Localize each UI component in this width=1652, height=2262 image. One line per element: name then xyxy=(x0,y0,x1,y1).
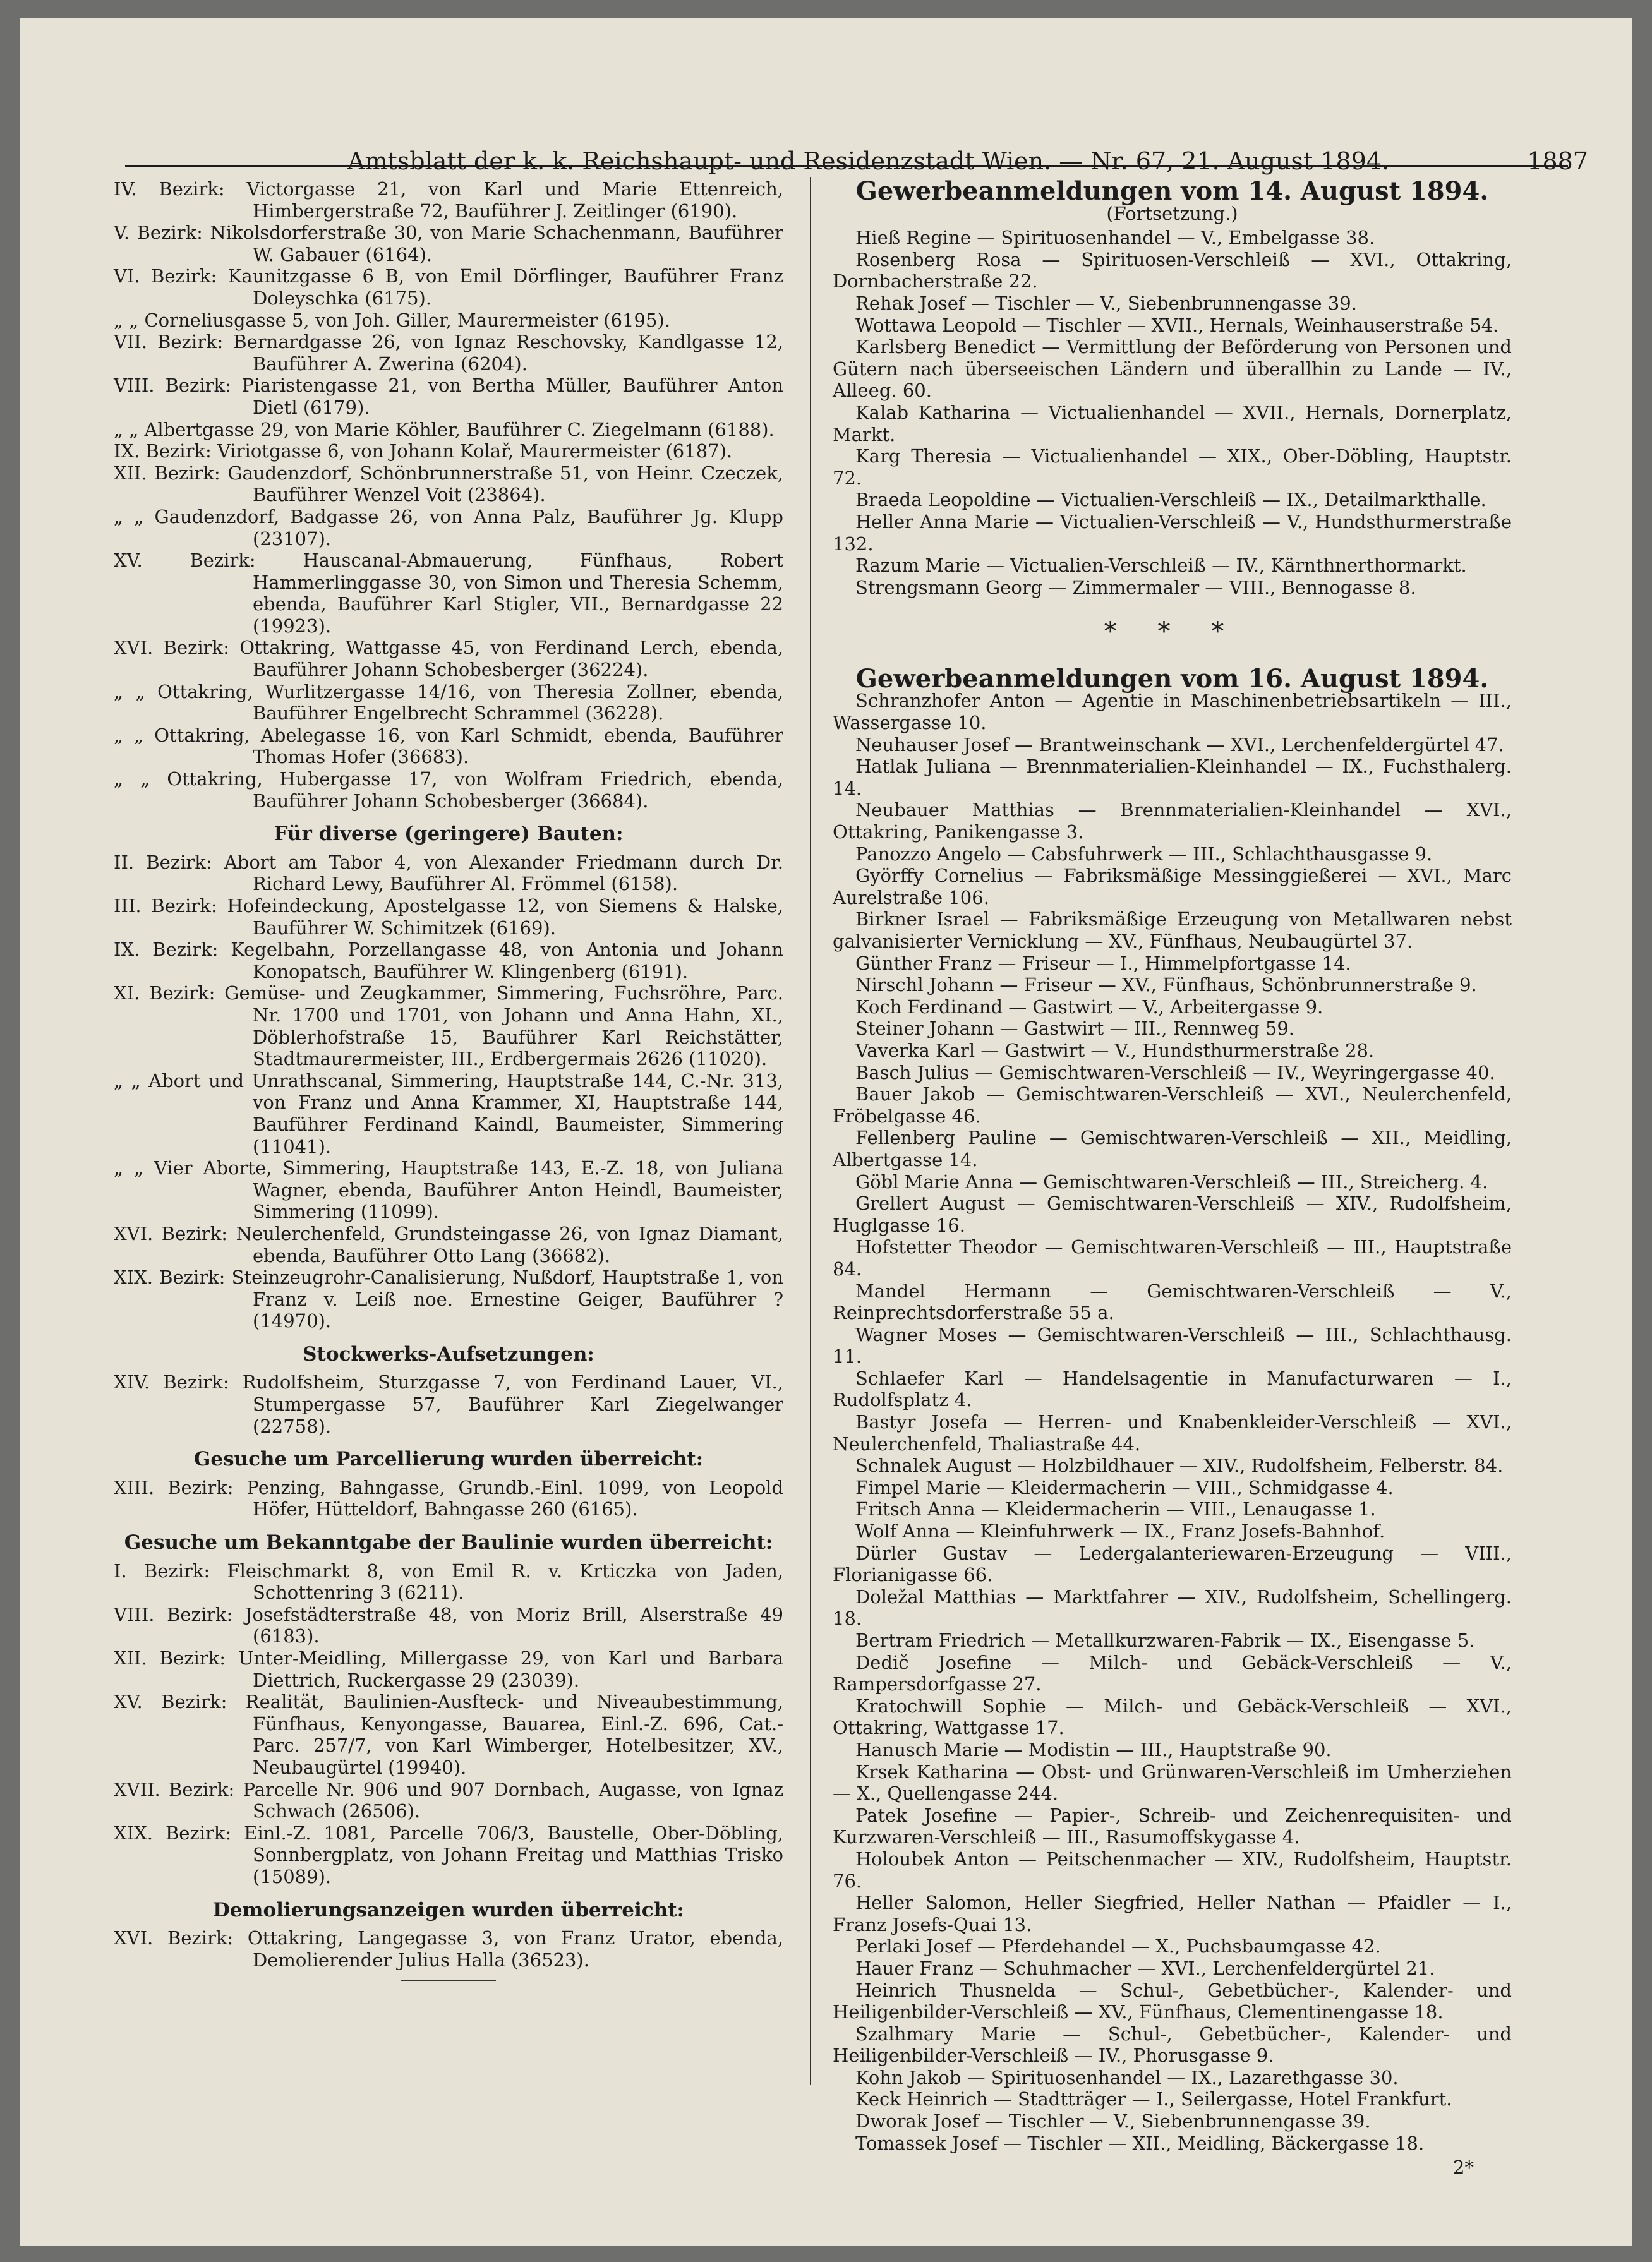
list-item: Neubauer Matthias — Brennmaterialien-Kleinhandel — XVI., Ottakring, Panikengasse 3. xyxy=(833,799,1512,843)
section-heading-parcell: Gesuche um Parcellierung wurden überreicht: xyxy=(193,1448,704,1471)
list-item: Bastyr Josefa — Herren- und Knabenkleider-Verschleiß — XVI., Neulerchenfeld, Thaliastraße 44. xyxy=(833,1411,1512,1455)
list-item: XV. Bezirk: Realität, Baulinien-Ausfteck- und Niveaubestimmung, Fünfhaus, Kenyongasse, Bauarea, Einl.-Z. 696, Cat.-Parc. 257/7, von Karl Wimberger, Hotelbesitzer, XV., Neubaugürtel (19940). xyxy=(114,1691,783,1778)
diverse-list xyxy=(114,851,783,1332)
list-item: Dedič Josefine — Milch- und Gebäck-Verschleiß — V., Rampersdorfgasse 27. xyxy=(833,1651,1512,1695)
list-item: Heller Anna Marie — Victualien-Verschleiß — V., Hundsthurmerstraße 132. xyxy=(833,510,1512,555)
list-item: Bertram Friedrich — Metallkurzwaren-Fabrik — IX., Eisengasse 5. xyxy=(855,1630,1475,1651)
header-title: Amtsblatt der k. k. Reichshaupt- und Residenzstadt Wien. — Nr. 67, 21. August 1894. xyxy=(347,147,1390,175)
continuation-note: (Fortsetzung.) xyxy=(1106,202,1238,224)
list-item: IX. Bezirk: Viriotgasse 6, von Johann Kolař, Maurermeister (6187). xyxy=(114,440,733,462)
baulinie-list xyxy=(114,1560,783,1888)
list-item: Basch Julius — Gemischtwaren-Verschleiß — IV., Weyringergasse 40. xyxy=(855,1061,1495,1083)
list-item: Perlaki Josef — Pferdehandel — X., Puchsbaumgasse 42. xyxy=(855,1935,1381,1958)
list-item: „ „ Ottakring, Hubergasse 17, von Wolfram Friedrich, ebenda, Bauführer Johann Schobesberger (36684). xyxy=(114,768,783,812)
list-item: „ „ Ottakring, Abelegasse 16, von Karl Schmidt, ebenda, Bauführer Thomas Hofer (36683). xyxy=(114,724,783,768)
list-item: Birkner Israel — Fabriksmäßige Erzeugung von Metallwaren nebst galvanisierter Vernicklung — XV., Fünfhaus, Neubaugürtel 37. xyxy=(833,908,1512,952)
list-item: Braeda Leopoldine — Victualien-Verschleiß — IX., Detailmarkthalle. xyxy=(855,489,1486,511)
section-heading-aug16: Gewerbeanmeldungen vom 16. August 1894. xyxy=(855,663,1489,694)
list-item: Györffy Cornelius — Fabriksmäßige Messinggießerei — XVI., Marc Aurelstraße 106. xyxy=(833,865,1512,908)
list-item: XVI. Bezirk: Ottakring, Langegasse 3, von Franz Urator, ebenda, Demolierender Julius Halla (36523). xyxy=(114,1927,783,1971)
list-item: Wolf Anna — Kleinfuhrwerk — IX., Franz Josefs-Bahnhof. xyxy=(855,1520,1385,1543)
list-item: Holoubek Anton — Peitschenmacher — XIV., Rudolfsheim, Hauptstr. 76. xyxy=(833,1848,1512,1892)
list-item: Nirschl Johann — Friseur — XV., Fünfhaus, Schönbrunnerstraße 9. xyxy=(855,974,1477,996)
list-item: XII. Bezirk: Gaudenzdorf, Schönbrunnerstraße 51, von Heinr. Czeczek, Bauführer Wenzel Voit (23864). xyxy=(114,462,783,506)
list-item: XVI. Bezirk: Neulerchenfeld, Grundsteingasse 26, von Ignaz Diamant, ebenda, Bauführer Otto Lang (36682). xyxy=(114,1222,783,1266)
list-item: Fimpel Marie — Kleidermacherin — VIII., Schmidgasse 4. xyxy=(855,1476,1394,1498)
list-item: Strengsmann Georg — Zimmermaler — VIII., Bennogasse 8. xyxy=(855,576,1416,598)
list-item: Doležal Matthias — Marktfahrer — XIV., Rudolfsheim, Schellingerg. 18. xyxy=(833,1585,1512,1630)
list-item: Schlaefer Karl — Handelsagentie in Manufacturwaren — I., Rudolfsplatz 4. xyxy=(833,1367,1512,1411)
list-item: „ „ Corneliusgasse 5, von Joh. Giller, Maurermeister (6195). xyxy=(114,309,670,331)
list-item: XV. Bezirk: Hauscanal-Abmauerung, Fünfhaus, Robert Hammerlinggasse 30, von Simon und Theresia Schemm, ebenda, Bauführer Karl Stigler, VII., Bernardgasse 22 (19923). xyxy=(114,550,783,637)
list-item: VII. Bezirk: Bernardgasse 26, von Ignaz Reschovsky, Kandlgasse 12, Bauführer A. Zwerina (6204). xyxy=(114,331,783,375)
list-item: IX. Bezirk: Kegelbahn, Porzellangasse 48, von Antonia und Johann Konopatsch, Bauführer W. Klingenberg (6191). xyxy=(114,939,783,982)
list-item: Karlsberg Benedict — Vermittlung der Beförderung von Personen und Gütern nach überseeischen Ländern und überallhin zu Lande — IV., Alleeg. 60. xyxy=(833,336,1512,402)
list-item: Heller Salomon, Heller Siegfried, Heller Nathan — Pfaidler — I., Franz Josefs-Quai 13. xyxy=(833,1892,1512,1935)
list-item: VIII. Bezirk: Piaristengasse 21, von Bertha Müller, Bauführer Anton Dietl (6179). xyxy=(114,375,783,418)
header-rule xyxy=(125,165,1568,167)
list-item: Fellenberg Pauline — Gemischtwaren-Verschleiß — XII., Meidling, Albertgasse 14. xyxy=(833,1127,1512,1170)
column-divider xyxy=(810,177,811,2085)
list-item: Hatlak Juliana — Brennmaterialien-Kleinhandel — IX., Fuchsthalerg. 14. xyxy=(833,755,1512,799)
construction-list xyxy=(114,178,783,812)
list-item: Neuhauser Josef — Brantweinschank — XVI., Lerchenfeldergürtel 47. xyxy=(855,733,1504,755)
list-item: Heinrich Thusnelda — Schul-, Gebetbücher-, Kalender- und Heiligenbilder-Verschleiß — XV., Fünfhaus, Clementinengasse 18. xyxy=(833,1979,1512,2023)
list-item: Rehak Josef — Tischler — V., Siebenbrunnengasse 39. xyxy=(855,292,1357,314)
list-item: Vaverka Karl — Gastwirt — V., Hundsthurmerstraße 28. xyxy=(855,1039,1375,1061)
list-item: XI. Bezirk: Gemüse- und Zeugkammer, Simmering, Fuchsröhre, Parc. Nr. 1700 und 1701, von Johann und Anna Hahn, XI., Döblerhofstraße 15, Bauführer Karl Reichstätter, Stadtmaurermeister, III., Erdbergermais 2626 (11020). xyxy=(114,982,783,1070)
list-item: VI. Bezirk: Kaunitzgasse 6 B, von Emil Dörflinger, Bauführer Franz Doleyschka (6175). xyxy=(114,265,783,309)
list-item: XII. Bezirk: Unter-Meidling, Millergasse 29, von Karl und Barbara Diettrich, Ruckergasse 29 (23039). xyxy=(114,1647,783,1691)
list-item: Kalab Katharina — Victualienhandel — XVII., Hernals, Dornerplatz, Markt. xyxy=(833,401,1512,445)
end-rule xyxy=(401,1980,496,1981)
section-heading-diverse: Für diverse (geringere) Bauten: xyxy=(274,822,624,846)
list-item: Hauer Franz — Schuhmacher — XVI., Lerchenfeldergürtel 21. xyxy=(855,1957,1435,1979)
list-item: II. Bezirk: Abort am Tabor 4, von Alexander Friedmann durch Dr. Richard Lewy, Bauführer Al. Frömmel (6158). xyxy=(114,851,783,895)
list-item: Krsek Katharina — Obst- und Grünwaren-Verschleiß im Umherziehen — X., Quellengasse 244. xyxy=(833,1760,1512,1805)
signature-mark: 2* xyxy=(1453,2157,1474,2179)
section-heading-aug14: Gewerbeanmeldungen vom 14. August 1894. xyxy=(855,176,1489,206)
list-item: VIII. Bezirk: Josefstädterstraße 48, von Moriz Brill, Alserstraße 49 (6183). xyxy=(114,1603,783,1647)
list-item: Schnalek August — Holzbildhauer — XIV., Rudolfsheim, Felberstr. 84. xyxy=(855,1455,1504,1477)
list-item: XIX. Bezirk: Steinzeugrohr-Canalisierung, Nußdorf, Hauptstraße 1, von Franz v. Leiß noe. Ernestine Geiger, Bauführer ? (14970). xyxy=(114,1266,783,1332)
list-item: Mandel Hermann — Gemischtwaren-Verschleiß — V., Reinprechtsdorferstraße 55 a. xyxy=(833,1280,1512,1324)
list-item: Kohn Jakob — Spirituosenhandel — IX., Lazarethgasse 30. xyxy=(855,2066,1399,2088)
list-item: XVII. Bezirk: Parcelle Nr. 906 und 907 Dornbach, Augasse, von Ignaz Schwach (26506). xyxy=(114,1778,783,1822)
list-item: Koch Ferdinand — Gastwirt — V., Arbeitergasse 9. xyxy=(855,996,1323,1018)
list-item: Tomassek Josef — Tischler — XII., Meidling, Bäckergasse 18. xyxy=(855,2132,1425,2154)
list-item: Panozzo Angelo — Cabsfuhrwerk — III., Schlachthausgasse 9. xyxy=(855,843,1433,865)
list-item: Hanusch Marie — Modistin — III., Hauptstraße 90. xyxy=(855,1738,1332,1760)
list-item: Patek Josefine — Papier-, Schreib- und Zeichenrequisiten- und Kurzwaren-Verschleiß — III., Rasumoffskygasse 4. xyxy=(833,1804,1512,1848)
list-item: Wagner Moses — Gemischtwaren-Verschleiß — III., Schlachthausg. 11. xyxy=(833,1323,1512,1368)
list-item: „ „ Vier Aborte, Simmering, Hauptstraße 143, E.-Z. 18, von Juliana Wagner, ebenda, Bauführer Anton Heindl, Baumeister, Simmering (11099). xyxy=(114,1157,783,1223)
list-item: „ „ Gaudenzdorf, Badgasse 26, von Anna Palz, Bauführer Jg. Klupp (23107). xyxy=(114,505,783,550)
list-item: „ „ Ottakring, Wurlitzergasse 14/16, von Theresia Zollner, ebenda, Bauführer Engelbrecht Schrammel (36228). xyxy=(114,680,783,725)
list-item: XIII. Bezirk: Penzing, Bahngasse, Grundb.-Einl. 1099, von Leopold Höfer, Hütteldorf, Bahngasse 260 (6165). xyxy=(114,1476,783,1520)
list-item: IV. Bezirk: Victorgasse 21, von Karl und Marie Ettenreich, Himbergerstraße 72, Bauführer J. Zeitlinger (6190). xyxy=(114,178,783,222)
list-item: Szalhmary Marie — Schul-, Gebetbücher-, Kalender- und Heiligenbilder-Verschleiß — IV., Phorusgasse 9. xyxy=(833,2023,1512,2067)
demol-list xyxy=(114,1927,783,1971)
list-item: V. Bezirk: Nikolsdorferstraße 30, von Marie Schachenmann, Bauführer W. Gabauer (6164). xyxy=(114,222,783,265)
list-item: XVI. Bezirk: Ottakring, Wattgasse 45, von Ferdinand Lerch, ebenda, Bauführer Johann Schobesberger (36224). xyxy=(114,637,783,681)
list-item: Rosenberg Rosa — Spirituosen-Verschleiß — XVI., Ottakring, Dornbacherstraße 22. xyxy=(833,248,1512,292)
page-number: 1887 xyxy=(1527,147,1588,175)
list-item: Wottawa Leopold — Tischler — XVII., Hernals, Weinhauserstraße 54. xyxy=(855,314,1499,336)
list-item: „ „ Albertgasse 29, von Marie Köhler, Bauführer C. Ziegelmann (6188). xyxy=(114,418,775,440)
list-item: Günther Franz — Friseur — I., Himmelpfortgasse 14. xyxy=(855,952,1351,974)
list-item: Schranzhofer Anton — Agentie in Maschinenbetriebsartikeln — III., Wassergasse 10. xyxy=(833,690,1512,734)
section-heading-stockwerk: Stockwerks-Aufsetzungen: xyxy=(303,1342,594,1366)
list-item: Razum Marie — Victualien-Verschleiß — IV., Kärnthnerthormarkt. xyxy=(855,555,1467,577)
section-separator: * * * xyxy=(1104,617,1241,647)
list-item: Keck Heinrich — Stadtträger — I., Seilergasse, Hotel Frankfurt. xyxy=(855,2088,1452,2110)
list-item: I. Bezirk: Fleischmarkt 8, von Emil R. v. Krticzka von Jaden, Schottenring 3 (6211). xyxy=(114,1560,783,1604)
list-item: Fritsch Anna — Kleidermacherin — VIII., Lenaugasse 1. xyxy=(855,1498,1376,1520)
list-item: Steiner Johann — Gastwirt — III., Rennweg 59. xyxy=(855,1018,1295,1040)
left-column xyxy=(114,178,783,1981)
list-item: Hofstetter Theodor — Gemischtwaren-Verschleiß — III., Hauptstraße 84. xyxy=(833,1236,1512,1280)
list-item: Bauer Jakob — Gemischtwaren-Verschleiß — XVI., Neulerchenfeld, Fröbelgasse 46. xyxy=(833,1083,1512,1127)
list-item: XIV. Bezirk: Rudolfsheim, Sturzgasse 7, von Ferdinand Lauer, VI., Stumpergasse 57, Bauführer Karl Ziegelwanger (22758). xyxy=(114,1371,783,1437)
right-column xyxy=(833,178,1512,2197)
list-item: Kratochwill Sophie — Milch- und Gebäck-Verschleiß — XVI., Ottakring, Wattgasse 17. xyxy=(833,1695,1512,1739)
list-item: III. Bezirk: Hofeindeckung, Apostelgasse 12, von Siemens & Halske, Bauführer W. Schimitzek (6169). xyxy=(114,895,783,939)
list-item: Dürler Gustav — Ledergalanteriewaren-Erzeugung — VIII., Florianigasse 66. xyxy=(833,1542,1512,1586)
list-item: Dworak Josef — Tischler — V., Siebenbrunnengasse 39. xyxy=(855,2110,1371,2133)
list-item: Grellert August — Gemischtwaren-Verschleiß — XIV., Rudolfsheim, Huglgasse 16. xyxy=(833,1193,1512,1236)
list-item: XIX. Bezirk: Einl.-Z. 1081, Parcelle 706/3, Baustelle, Ober-Döbling, Sonnbergplatz, von Johann Freitag und Matthias Trisko (15089). xyxy=(114,1822,783,1887)
section-heading-demol: Demolierungsanzeigen wurden überreicht: xyxy=(213,1898,684,1922)
list-item: Göbl Marie Anna — Gemischtwaren-Verschleiß — III., Streicherg. 4. xyxy=(855,1170,1488,1193)
section-heading-baulinie: Gesuche um Bekanntgabe der Baulinie wurden überreicht: xyxy=(124,1531,773,1555)
stockwerk-list xyxy=(114,1371,783,1437)
registrations-aug14 xyxy=(833,227,1512,598)
list-item: Karg Theresia — Victualienhandel — XIX., Ober-Döbling, Hauptstr. 72. xyxy=(833,445,1512,489)
list-item: „ „ Abort und Unrathscanal, Simmering, Hauptstraße 144, C.-Nr. 313, von Franz und Anna Krammer, XI, Hauptstraße 144, Bauführer Ferdinand Kaindl, Baumeister, Simmering (11041). xyxy=(114,1069,783,1157)
list-item: Hieß Regine — Spirituosenhandel — V., Embelgasse 38. xyxy=(855,227,1375,249)
registrations-aug16 xyxy=(833,690,1512,2154)
parcell-list xyxy=(114,1477,783,1520)
